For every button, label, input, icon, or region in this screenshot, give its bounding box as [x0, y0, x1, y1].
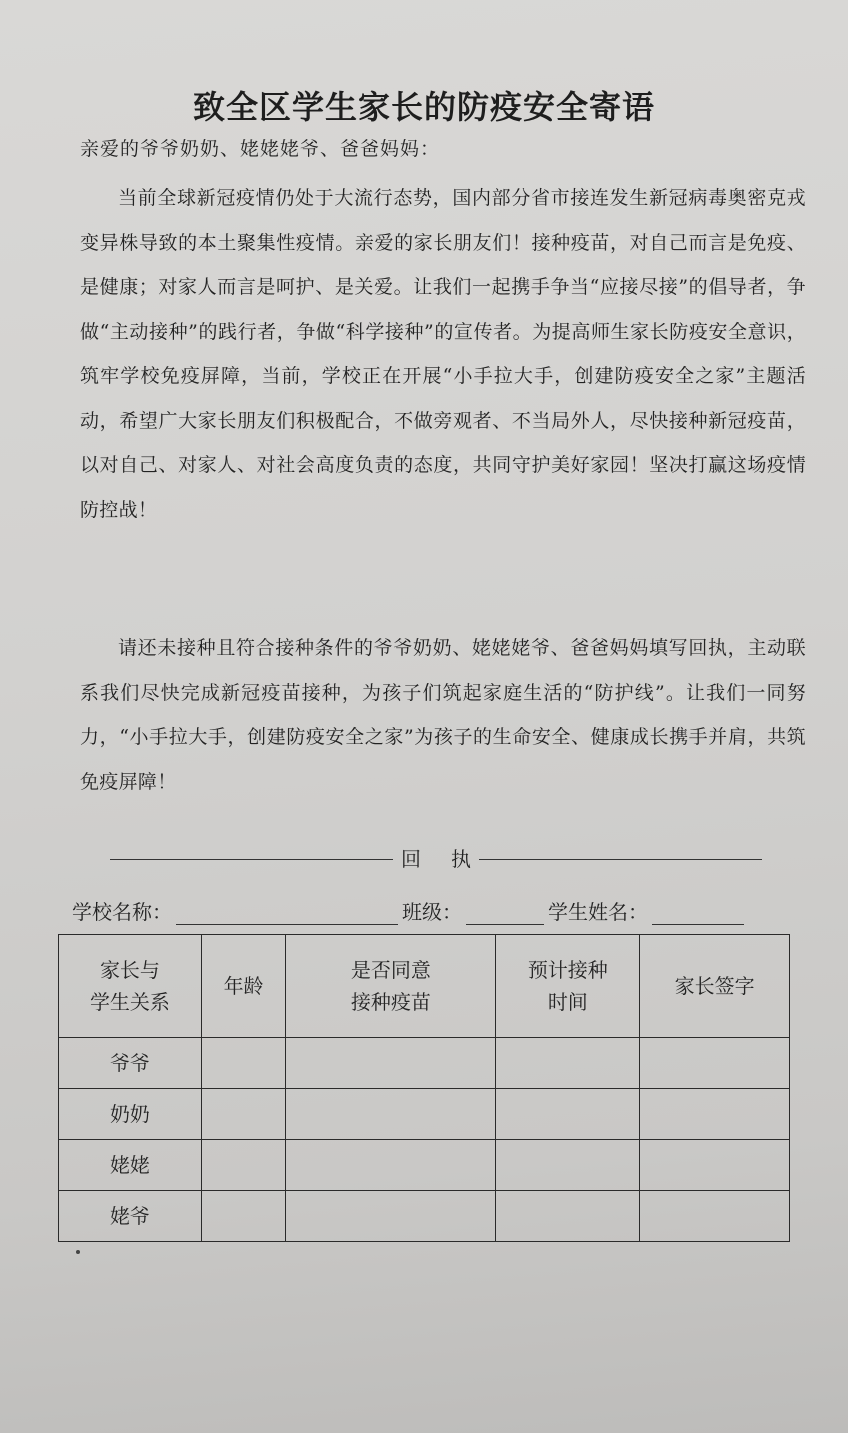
age-cell[interactable] [201, 1140, 285, 1191]
relation-cell: 奶奶 [59, 1089, 202, 1140]
table-row [59, 1089, 790, 1140]
divider-line-left [110, 859, 393, 860]
time-cell[interactable] [496, 1089, 640, 1140]
class-field[interactable] [466, 904, 544, 925]
age-cell[interactable] [201, 1038, 285, 1089]
signature-cell[interactable] [640, 1089, 790, 1140]
divider-line-right [479, 859, 762, 860]
receipt-table [58, 934, 790, 1242]
table-header-row [59, 935, 790, 1038]
header-age: 年龄 [201, 935, 285, 1038]
table-row [59, 1140, 790, 1191]
header-time: 预计接种 时间 [496, 935, 640, 1038]
school-name-field[interactable] [176, 904, 398, 925]
greeting: 亲爱的爷爷奶奶、姥姥姥爷、爸爸妈妈： [80, 138, 441, 160]
receipt-divider [110, 843, 762, 872]
paper-speck [76, 1250, 80, 1254]
relation-cell: 姥爷 [59, 1191, 202, 1242]
table-body [59, 1038, 790, 1242]
page-title: 致全区学生家长的防疫安全寄语 [192, 88, 655, 126]
time-cell[interactable] [496, 1140, 640, 1191]
age-cell[interactable] [201, 1089, 285, 1140]
relation-cell: 姥姥 [59, 1140, 202, 1191]
consent-cell[interactable] [286, 1089, 496, 1140]
signature-cell[interactable] [640, 1038, 790, 1089]
signature-cell[interactable] [640, 1191, 790, 1242]
signature-cell[interactable] [640, 1140, 790, 1191]
time-cell[interactable] [496, 1038, 640, 1089]
age-cell[interactable] [201, 1191, 285, 1242]
student-name-label: 学生姓名： [548, 900, 648, 924]
table-row [59, 1191, 790, 1242]
receipt-label: 回执 [401, 847, 501, 871]
class-label: 班级： [402, 900, 462, 924]
consent-cell[interactable] [286, 1140, 496, 1191]
student-name-field[interactable] [652, 904, 744, 925]
consent-cell[interactable] [286, 1038, 496, 1089]
time-cell[interactable] [496, 1191, 640, 1242]
header-consent: 是否同意 接种疫苗 [286, 935, 496, 1038]
header-relation: 家长与 学生关系 [59, 935, 202, 1038]
school-name-label: 学校名称： [72, 900, 172, 924]
table-row [59, 1038, 790, 1089]
consent-cell[interactable] [286, 1191, 496, 1242]
paragraph-2: 请还未接种且符合接种条件的爷爷奶奶、姥姥姥爷、爸爸妈妈填写回执，主动联系我们尽快完成新冠疫苗接种，为孩子们筑起家庭生活的“防护线”。让我们一同努力，“小手拉大手，创建防疫安全之家”为孩子的生命安全、健康成长携手并肩，共筑免疫屏障！ [80, 637, 806, 793]
paragraph-1: 当前全球新冠疫情仍处于大流行态势，国内部分省市接连发生新冠病毒奥密克戎变异株导致的本土聚集性疫情。亲爱的家长朋友们！接种疫苗，对自己而言是免疫、是健康；对家人而言是呵护、是关爱。让我们一起携手争当“应接尽接”的倡导者，争做“主动接种”的践行者，争做“科学接种”的宣传者。为提高师生家长防疫安全意识，筑牢学校免疫屏障，当前，学校正在开展“小手拉大手，创建防疫安全之家”主题活动，希望广大家长朋友们积极配合，不做旁观者、不当局外人，尽快接种新冠疫苗，以对自己、对家人、对社会高度负责的态度，共同守护美好家园！坚决打赢这场疫情防控战！ [80, 187, 806, 521]
header-signature: 家长签字 [640, 935, 790, 1038]
relation-cell: 爷爷 [59, 1038, 202, 1089]
student-info-fields [72, 896, 792, 925]
